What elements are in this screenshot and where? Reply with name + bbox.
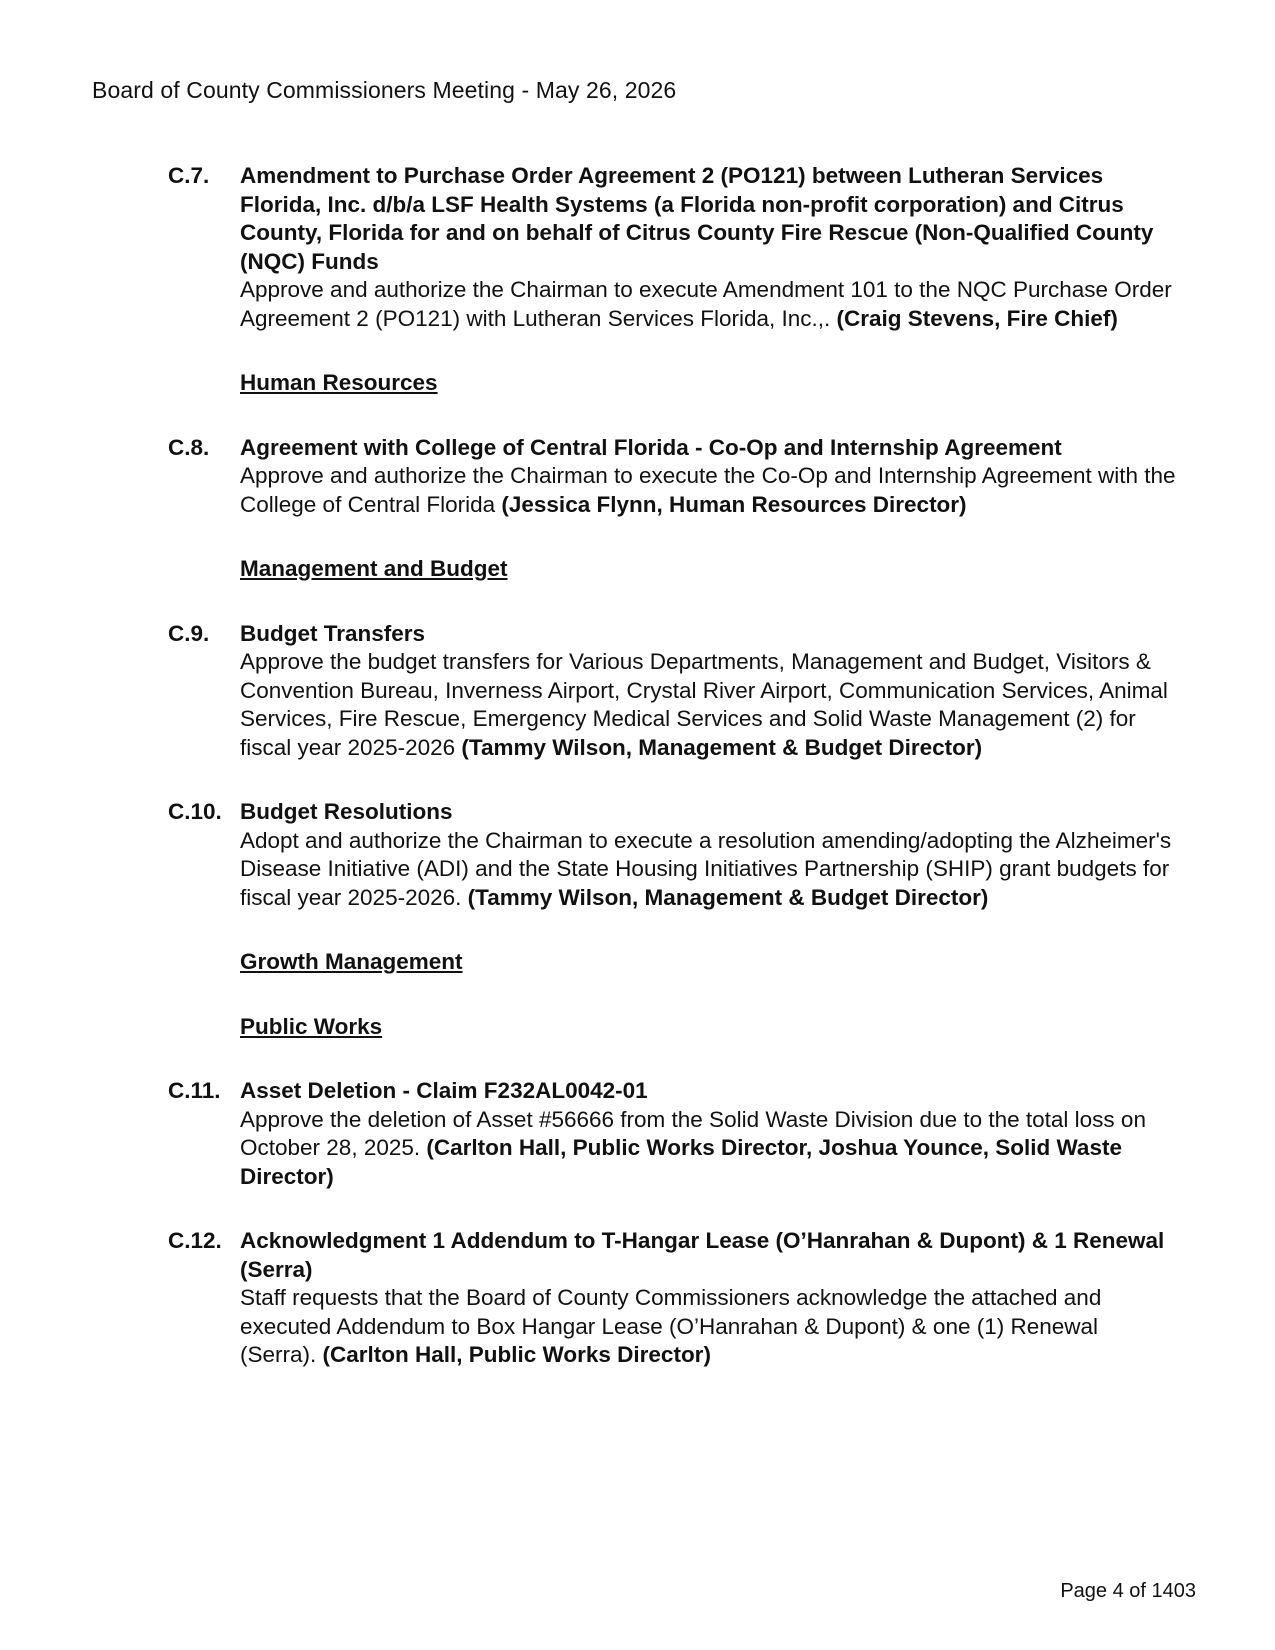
item-presenter: (Jessica Flynn, Human Resources Director) — [501, 491, 967, 517]
agenda-item-c8 — [168, 434, 1178, 520]
item-presenter: (Carlton Hall, Public Works Director, Joshua Younce, Solid Waste Director) — [240, 1135, 1122, 1189]
item-text — [240, 276, 1178, 333]
item-description: Approve the budget transfers for Various Departments, Management and Budget, Visitors & Convention Bureau, Inverness Airport, Crystal River Airport, Communication Services, Animal Services, Fire Rescue, Emergency Medical Services and Solid Waste Management (2) for fiscal year 2025-2026 — [240, 649, 1168, 760]
item-number: C.12. — [168, 1228, 222, 1253]
item-presenter: (Craig Stevens, Fire Chief) — [836, 305, 1118, 331]
item-description: Adopt and authorize the Chairman to execute a resolution amending/adopting the Alzheimer's Disease Initiative (ADI) and the State Housing Initiatives Partnership (SHIP) grant budgets for fiscal year 2025-2026. — [240, 827, 1172, 910]
agenda-item-c12 — [168, 1227, 1178, 1370]
item-text — [240, 462, 1178, 519]
page-title: Board of County Commissioners Meeting - May 26, 2026 — [92, 77, 677, 103]
item-presenter: (Tammy Wilson, Management & Budget Director) — [467, 884, 989, 910]
item-title: Acknowledgment 1 Addendum to T-Hangar Lease (O’Hanrahan & Dupont) & 1 Renewal (Serra) — [240, 1228, 1165, 1282]
item-body — [240, 162, 1178, 333]
item-presenter: (Tammy Wilson, Management & Budget Director) — [461, 734, 983, 760]
page-number: Page 4 of 1403 — [1060, 1580, 1196, 1602]
item-presenter: (Carlton Hall, Public Works Director) — [322, 1342, 711, 1367]
item-text — [240, 1106, 1178, 1192]
item-title: Budget Resolutions — [240, 799, 453, 824]
item-number: C.7. — [168, 163, 210, 188]
agenda-item-c9 — [168, 620, 1178, 763]
section-heading-management-budget: Management and Budget — [240, 556, 508, 581]
item-title: Budget Transfers — [240, 620, 426, 646]
item-title: Agreement with College of Central Florida - Co-Op and Internship Agreement — [240, 434, 1062, 460]
section-heading-human-resources: Human Resources — [240, 370, 438, 395]
item-number: C.9. — [168, 620, 210, 646]
item-body — [240, 434, 1178, 520]
item-number: C.10. — [168, 799, 222, 824]
item-body — [240, 1227, 1178, 1370]
item-number: C.11. — [168, 1078, 221, 1103]
section-heading-public-works: Public Works — [240, 1013, 383, 1039]
agenda-item-c7 — [168, 162, 1178, 333]
item-description: Staff requests that the Board of County Commissioners acknowledge the attached and executed Addendum to Box Hangar Lease (O’Hanrahan & Dupont) & one (1) Renewal (Serra). — [240, 1285, 1102, 1367]
item-body — [240, 1077, 1178, 1191]
item-description: Approve and authorize the Chairman to execute the Co-Op and Internship Agreement with the College of Central Florida — [240, 463, 1176, 517]
item-body — [240, 620, 1178, 763]
item-title: Asset Deletion - Claim F232AL0042-01 — [240, 1078, 648, 1103]
agenda-content — [168, 162, 1178, 1406]
section-heading-growth-management: Growth Management — [240, 949, 463, 974]
item-description: Approve and authorize the Chairman to execute Amendment 101 to the NQC Purchase Order Agreement 2 (PO121) with Lutheran Services Florida, Inc.,. — [240, 277, 1172, 331]
item-body — [240, 798, 1178, 912]
item-title: Amendment to Purchase Order Agreement 2 (PO121) between Lutheran Services Florida, Inc. d/b/a LSF Health Systems (a Florida non-profit corporation) and Citrus County, Florida for and on behalf of Citrus County Fire Rescue (Non-Qualified County (NQC) Funds — [240, 163, 1154, 274]
item-text — [240, 648, 1178, 762]
item-description: Approve the deletion of Asset #56666 from the Solid Waste Division due to the total loss on October 28, 2025. — [240, 1106, 1146, 1160]
agenda-item-c11 — [168, 1077, 1178, 1191]
agenda-item-c10 — [168, 798, 1178, 912]
item-text — [240, 1284, 1178, 1370]
item-number: C.8. — [168, 434, 210, 460]
item-text — [240, 827, 1178, 913]
